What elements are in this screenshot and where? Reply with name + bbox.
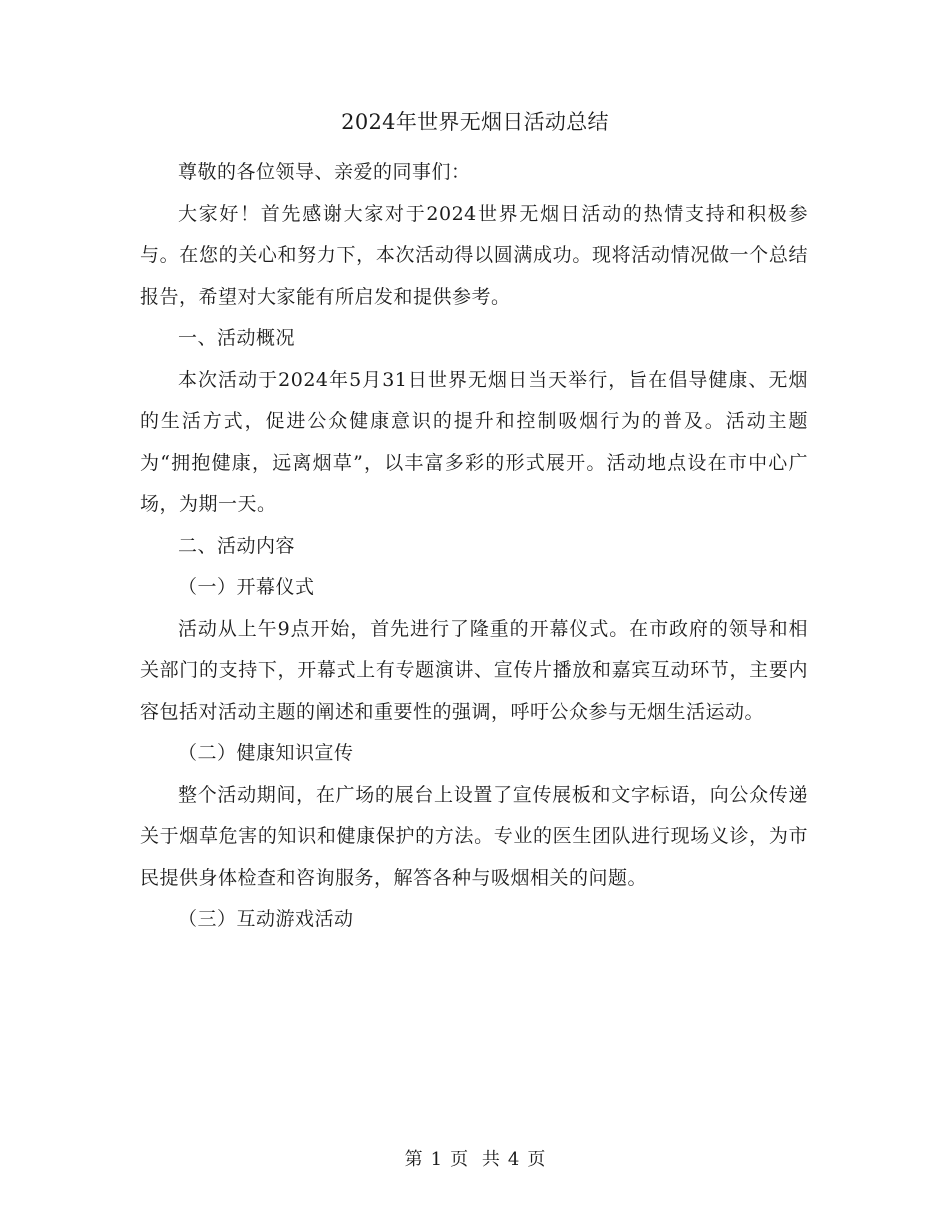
current-page-number: 1 bbox=[430, 1149, 443, 1170]
document-title: 2024年世界无烟日活动总结 bbox=[341, 110, 609, 134]
page-footer bbox=[0, 1146, 950, 1174]
document-body bbox=[140, 152, 808, 941]
paragraph-intro: 大家好！首先感谢大家对于2024世界无烟日活动的热情支持和积极参与。在您的关心和努力下，本次活动得以圆满成功。现将活动情况做一个总结报告，希望对大家能有所启发和提供参考。 bbox=[140, 202, 808, 308]
heading-overview: 一、活动概况 bbox=[178, 327, 296, 349]
total-pages-number: 4 bbox=[507, 1149, 520, 1170]
footer-prefix: 第 bbox=[404, 1149, 423, 1170]
heading-content: 二、活动内容 bbox=[178, 534, 296, 557]
subheading-opening: （一）开幕仪式 bbox=[178, 576, 315, 598]
paragraph-overview: 本次活动于2024年5月31日世界无烟日当天举行，旨在倡导健康、无烟的生活方式，促进公众健康意识的提升和控制吸烟行为的普及。活动主题为“拥抱健康，远离烟草”，以丰富多彩的形式展开。活动地点设在市中心广场，为期一天。 bbox=[140, 368, 808, 515]
footer-mid: 页 共 bbox=[450, 1149, 500, 1170]
subheading-games: （三）互动游戏活动 bbox=[178, 908, 354, 930]
paragraph-knowledge: 整个活动期间，在广场的展台上设置了宣传展板和文字标语，向公众传递关于烟草危害的知识和健康保护的方法。专业的医生团队进行现场义诊，为市民提供身体检查和咨询服务，解答各种与吸烟相关的问题。 bbox=[140, 783, 808, 889]
subheading-knowledge: （二）健康知识宣传 bbox=[178, 742, 354, 764]
salutation: 尊敬的各位领导、亲爱的同事们： bbox=[178, 161, 471, 183]
paragraph-opening: 活动从上午9点开始，首先进行了隆重的开幕仪式。在市政府的领导和相关部门的支持下，开幕式上有专题演讲、宣传片播放和嘉宾互动环节，主要内容包括对活动主题的阐述和重要性的强调，呼吁公众参与无烟生活运动。 bbox=[140, 617, 808, 723]
footer-suffix: 页 bbox=[527, 1149, 546, 1170]
